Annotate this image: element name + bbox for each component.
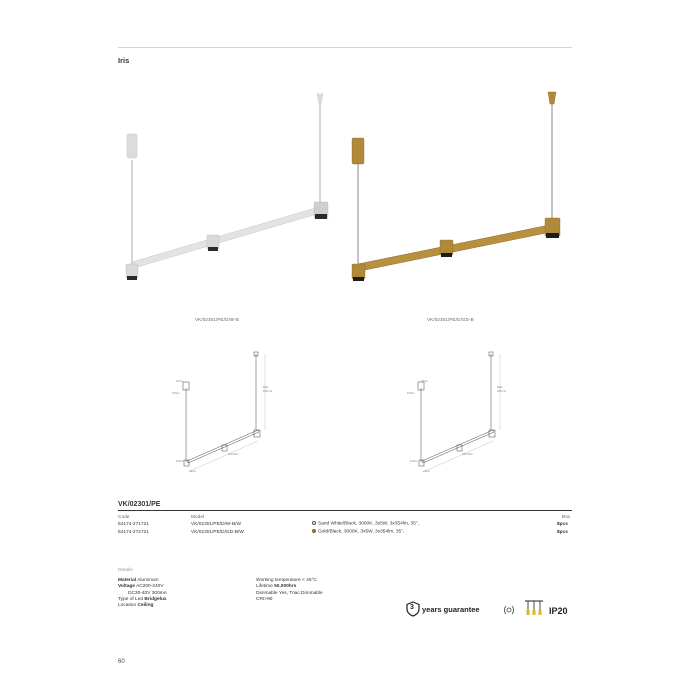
technical-drawing-1 xyxy=(170,350,280,475)
spec-voltage: Voltage AC200-240V xyxy=(118,584,164,590)
guarantee-text: years guarantee xyxy=(422,605,480,614)
details-label: Details xyxy=(118,568,133,573)
spec-dimmable: Dimmable Yes, Triac Dimmable xyxy=(256,590,323,596)
guarantee-number: 3 xyxy=(410,604,414,611)
spec-temperature: Working temperature < 45°C xyxy=(256,578,317,583)
variant-code-gold: VK/02301/PE/D/GD-B xyxy=(427,317,474,322)
row-1-box: 8pcs xyxy=(557,522,568,527)
row-1-model: VK/02301/PE/D/W-B/W xyxy=(191,522,242,527)
dim-side-2: 9.5cm xyxy=(407,391,415,395)
spec-led: Type of Led Bridgelux xyxy=(118,596,167,602)
page-number: 60 xyxy=(118,659,125,665)
dim-height-2: Max 150 cm xyxy=(497,385,507,393)
dim-length-2: 120.5cm xyxy=(462,452,473,456)
spec-voltage-dc: DC30-40V 300mA xyxy=(128,590,167,596)
product-title: VK/02301/PE xyxy=(118,501,161,508)
technical-drawing-2 xyxy=(405,350,515,475)
dim-height-1: Max 150 cm xyxy=(263,385,273,393)
dim-side-1: 9.5cm xyxy=(172,391,180,395)
dim-length-1: 120.5cm xyxy=(228,452,239,456)
details-left xyxy=(118,578,248,609)
details-right xyxy=(256,578,396,603)
spec-location: Location Ceiling xyxy=(118,603,154,609)
row-1-desc: Sand White/Black, 3000K, 3x5W, 3x354lm, 35°, xyxy=(312,521,419,526)
dim-top-2: ø7cm xyxy=(421,379,428,383)
spec-material: Material Aluminum xyxy=(118,578,159,583)
col-model: Model xyxy=(191,515,205,520)
header-divider xyxy=(118,47,572,48)
finish-dot-white xyxy=(312,521,316,525)
dim-bottom-2: ø4cm xyxy=(423,469,430,473)
row-2-desc: Gold/Black, 3000K, 3x5W, 3x354lm, 35°, xyxy=(312,529,404,534)
row-2-box: 8pcs xyxy=(557,530,568,535)
track-spot-icon xyxy=(523,598,545,620)
row-1-code: 64174-271721 xyxy=(118,522,149,527)
ip-rating: IP20 xyxy=(549,606,568,616)
dimmable-icon xyxy=(503,603,515,617)
finish-dot-gold xyxy=(312,529,316,533)
dim-top-1: ø7cm xyxy=(176,379,183,383)
spec-cri: CRI>90 xyxy=(256,596,273,602)
row-2-model: VK/02301/PE/D/GD-B/W xyxy=(191,530,244,535)
col-box: Box xyxy=(562,515,571,520)
dim-bottom-1: ø4cm xyxy=(189,469,196,473)
product-render-white xyxy=(118,90,348,300)
row-2-code: 64174-272721 xyxy=(118,530,149,535)
dim-bottom-side-1: 5.5cm xyxy=(176,459,184,463)
product-render-gold xyxy=(342,88,572,298)
page-title: Iris xyxy=(118,56,130,65)
dim-bottom-side-2: 5.5cm xyxy=(410,459,418,463)
variant-code-white: VK/02301/PE/D/W-B xyxy=(195,317,239,322)
spec-lifetime: Lifetime 50.000hrs xyxy=(256,584,297,590)
col-code: Code xyxy=(118,515,130,520)
product-divider xyxy=(118,510,572,511)
